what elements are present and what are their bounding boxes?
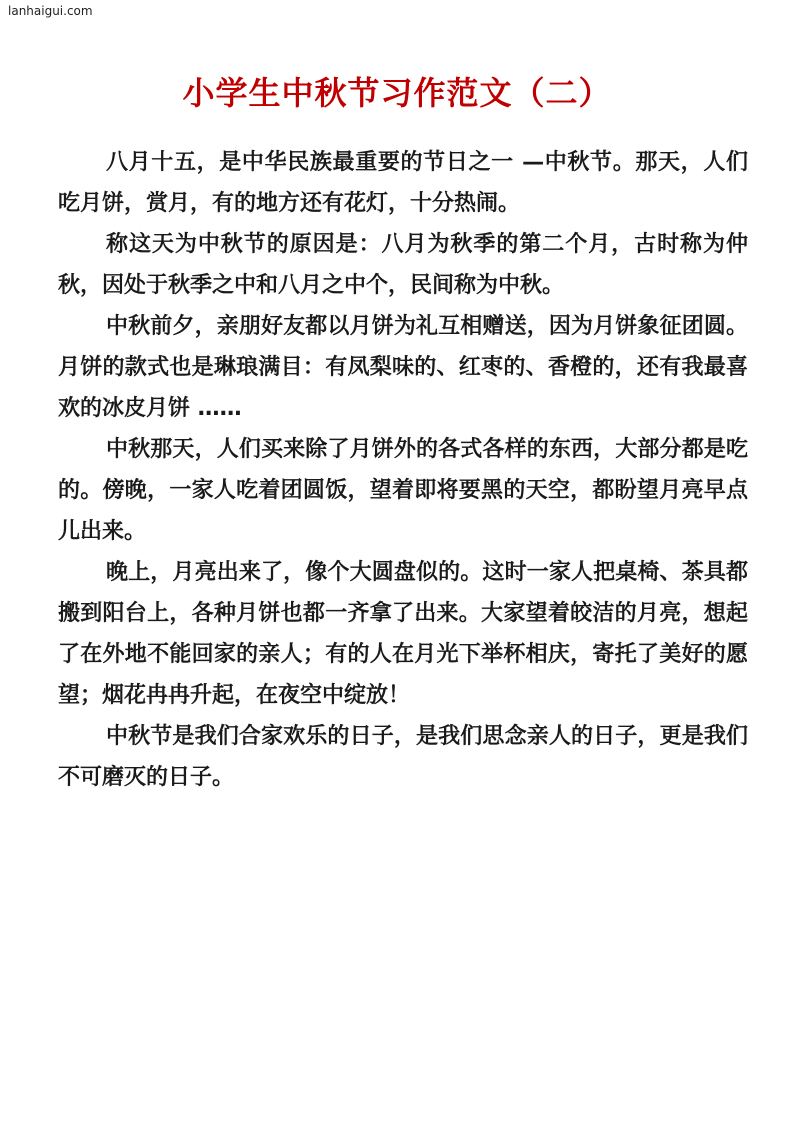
site-watermark: lanhaigui.com [8, 4, 93, 18]
paragraph-1: 八月十五，是中华民族最重要的节日之一 —中秋节。那天，人们吃月饼，赏月，有的地方还有花灯，十分热闹。 [58, 150, 748, 216]
paragraph-4: 中秋那天，人们买来除了月饼外的各式各样的东西，大部分都是吃的。傍晚，一家人吃着团圆饭，望着即将要黑的天空，都盼望月亮早点儿出来。 [58, 437, 748, 544]
paragraph-6: 中秋节是我们合家欢乐的日子，是我们思念亲人的日子，更是我们不可磨灭的日子。 [58, 724, 748, 790]
page-title: 小学生中秋节习作范文（二） [182, 74, 612, 112]
paragraph-5: 晚上，月亮出来了，像个大圆盘似的。这时一家人把桌椅、茶具都搬到阳台上，各种月饼也都一齐拿了出来。大家望着皎洁的月亮，想起了在外地不能回家的亲人；有的人在月光下举杯相庆，寄托了美好的愿望；烟花冉冉升起，在夜空中绽放！ [58, 560, 748, 708]
paragraph-2: 称这天为中秋节的原因是：八月为秋季的第二个月，古时称为仲秋，因处于秋季之中和八月之中个，民间称为中秋。 [58, 232, 748, 298]
article-body [58, 142, 748, 798]
paragraph-3: 中秋前夕，亲朋好友都以月饼为礼互相赠送，因为月饼象征团圆。月饼的款式也是琳琅满目：有凤梨味的、红枣的、香橙的，还有我最喜欢的冰皮月饼 …… [58, 314, 748, 421]
